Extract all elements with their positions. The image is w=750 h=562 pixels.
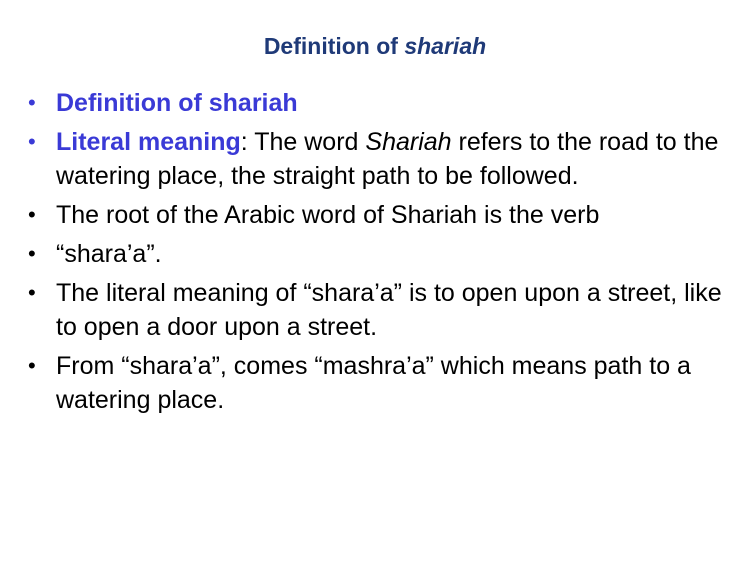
bullet-text: The literal meaning of “shara’a” is to open upon a street, like to open a door upon a street. bbox=[56, 279, 722, 341]
bullet-dot-icon: • bbox=[28, 129, 36, 154]
bullet-text: From “shara’a”, comes “mashra’a” which means path to a watering place. bbox=[56, 352, 691, 414]
bullet-list bbox=[26, 86, 726, 422]
bullet-colon: : bbox=[240, 128, 255, 156]
bullet-item-literal-meaning bbox=[26, 125, 726, 193]
bullet-item-literal bbox=[26, 276, 726, 344]
bullet-item-root bbox=[26, 198, 726, 232]
title-emphasis: shariah bbox=[404, 33, 487, 59]
bullet-text: “shara’a”. bbox=[56, 240, 162, 268]
slide-title bbox=[0, 31, 750, 61]
title-prefix: Definition of bbox=[263, 33, 405, 59]
bullet-text: The root of the Arabic word of Shariah is the verb bbox=[56, 201, 600, 229]
bullet-item-definition bbox=[26, 86, 726, 120]
bullet-heading: Definition of shariah bbox=[56, 89, 298, 117]
bullet-label: Literal meaning bbox=[56, 128, 241, 156]
bullet-dot-icon: • bbox=[28, 280, 36, 305]
bullet-dot-icon: • bbox=[28, 353, 36, 378]
bullet-item-verb bbox=[26, 237, 726, 271]
bullet-text-before: The word bbox=[254, 128, 366, 156]
bullet-dot-icon: • bbox=[28, 202, 36, 227]
bullet-text-after: refers to the road to the watering place, the straight path to be followed. bbox=[56, 128, 719, 190]
bullet-dot-icon: • bbox=[28, 90, 36, 115]
bullet-item-mashraa bbox=[26, 349, 726, 417]
bullet-text-italic: Shariah bbox=[365, 128, 452, 156]
bullet-dot-icon: • bbox=[28, 241, 36, 266]
